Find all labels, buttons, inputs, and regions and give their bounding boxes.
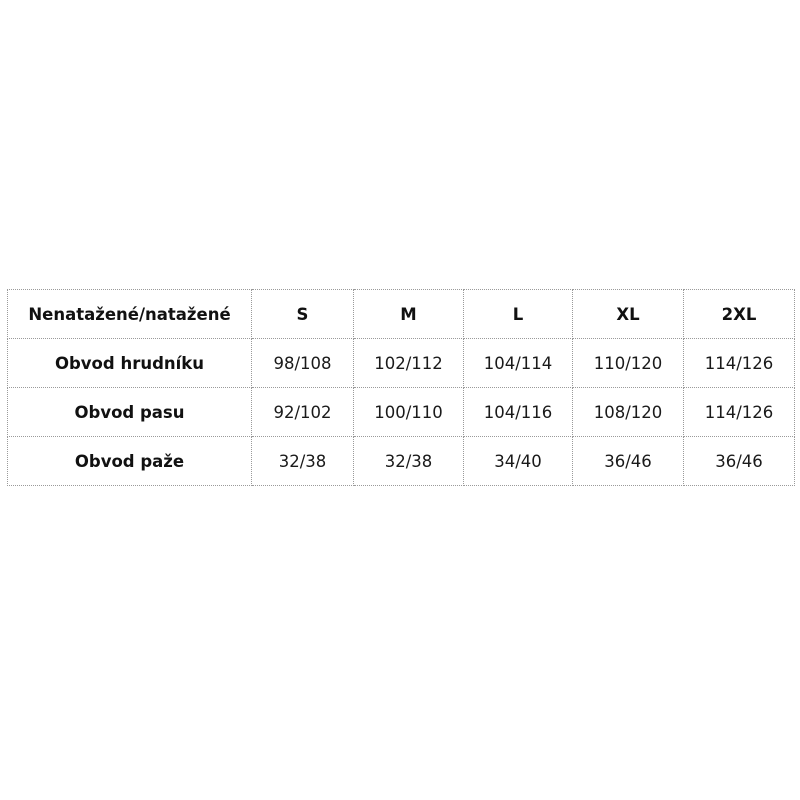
- table-cell: 114/126: [684, 339, 795, 388]
- table-row: [8, 388, 795, 437]
- table-cell: 98/108: [252, 339, 354, 388]
- table-cell: 110/120: [573, 339, 684, 388]
- row-label: Obvod pasu: [8, 388, 252, 437]
- header-label-cell: Nenatažené/natažené: [8, 290, 252, 339]
- table-cell: 34/40: [464, 437, 573, 486]
- table-cell: 102/112: [354, 339, 464, 388]
- table-cell: 32/38: [354, 437, 464, 486]
- size-chart-table: [7, 289, 795, 486]
- row-label: Obvod paže: [8, 437, 252, 486]
- table-row: [8, 437, 795, 486]
- size-header-s: S: [252, 290, 354, 339]
- table-cell: 104/116: [464, 388, 573, 437]
- table-header-row: [8, 290, 795, 339]
- size-header-l: L: [464, 290, 573, 339]
- table-cell: 36/46: [684, 437, 795, 486]
- row-label: Obvod hrudníku: [8, 339, 252, 388]
- size-header-2xl: 2XL: [684, 290, 795, 339]
- table-cell: 36/46: [573, 437, 684, 486]
- table-row: [8, 339, 795, 388]
- table-cell: 100/110: [354, 388, 464, 437]
- table-cell: 92/102: [252, 388, 354, 437]
- table-cell: 104/114: [464, 339, 573, 388]
- table-cell: 32/38: [252, 437, 354, 486]
- size-header-xl: XL: [573, 290, 684, 339]
- size-header-m: M: [354, 290, 464, 339]
- table-cell: 108/120: [573, 388, 684, 437]
- table-cell: 114/126: [684, 388, 795, 437]
